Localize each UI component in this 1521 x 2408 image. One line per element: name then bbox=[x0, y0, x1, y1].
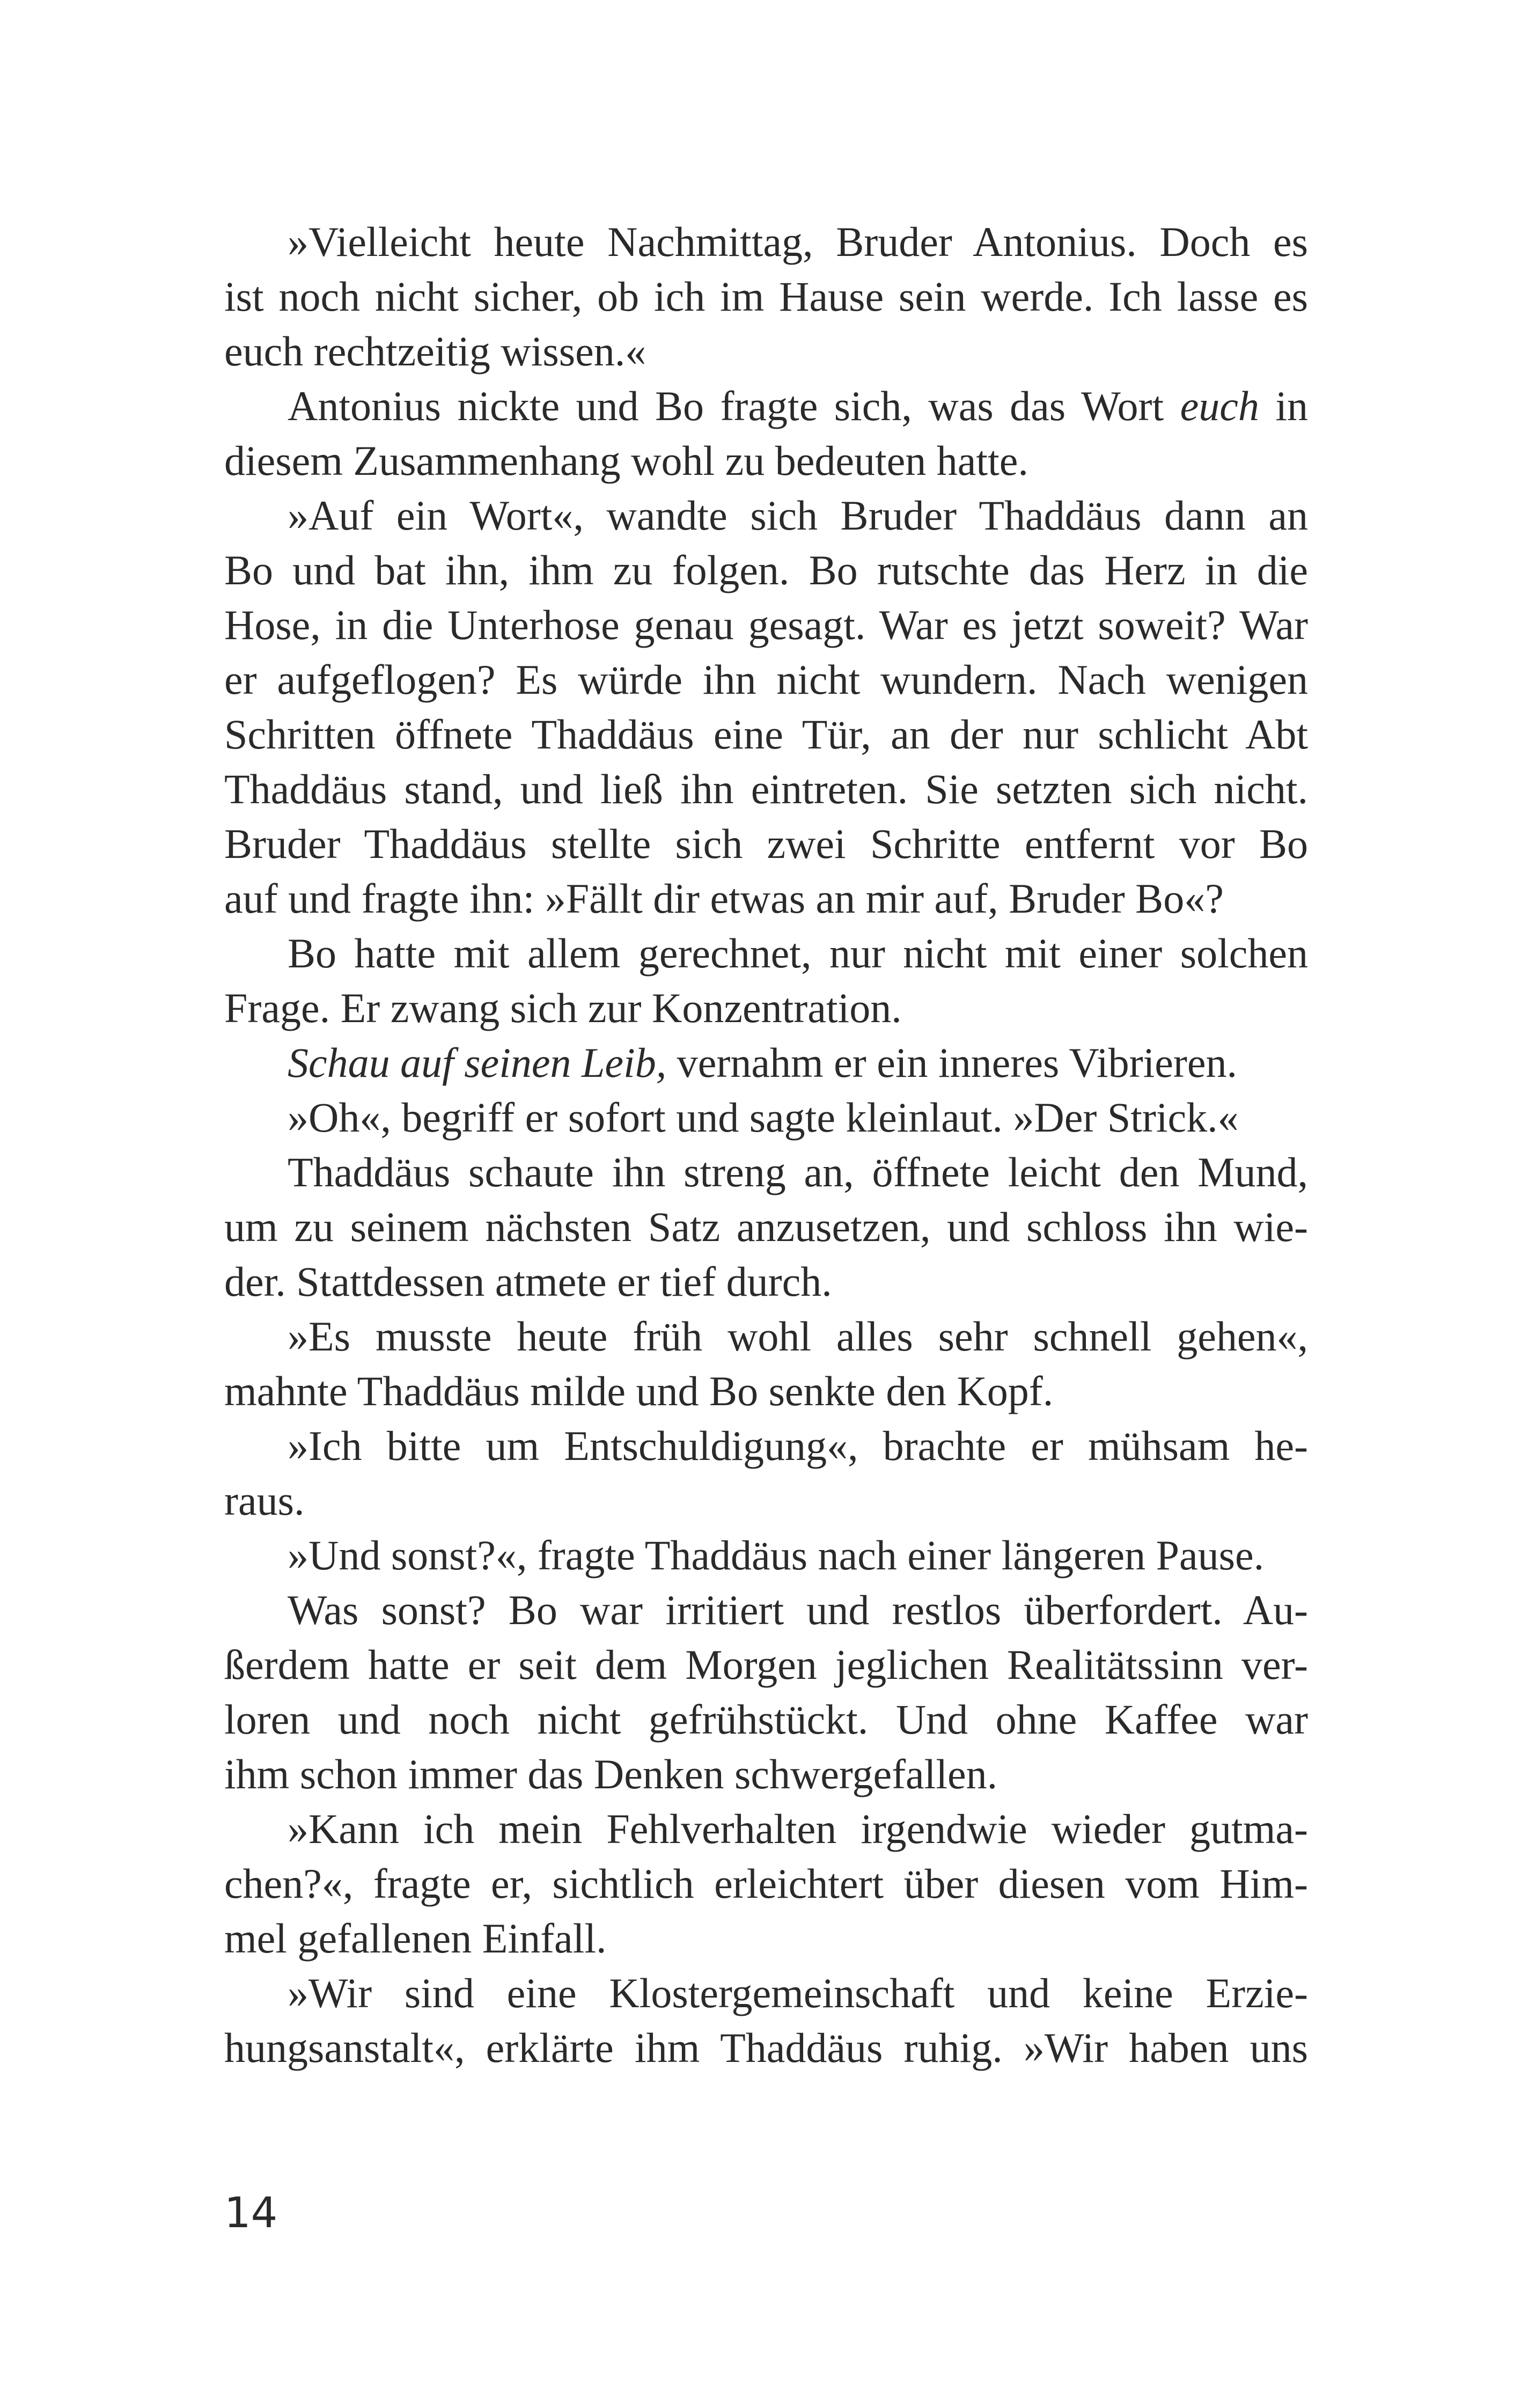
text-line bbox=[224, 1473, 1308, 1528]
text-line bbox=[224, 1966, 1308, 2021]
text-line bbox=[224, 1528, 1308, 1583]
text-line bbox=[224, 2021, 1308, 2075]
line-text: »Und sonst?«, fragte Thaddäus nach einer längeren Pause. bbox=[288, 1532, 1265, 1579]
line-text: ihm schon immer das Denken schwergefallen. bbox=[224, 1751, 998, 1797]
text-line bbox=[224, 1419, 1308, 1473]
line-text: vernahm er ein inneres Vibrieren. bbox=[666, 1039, 1238, 1086]
line-text: mahnte Thaddäus milde und Bo senkte den Kopf. bbox=[224, 1368, 1054, 1414]
line-text: chen?«, fragte er, sichtlich erleichtert über diesen vom Him- bbox=[224, 1860, 1308, 1907]
line-text: Thaddäus schaute ihn streng an, öffnete leicht den Mund, bbox=[288, 1149, 1308, 1195]
text-line bbox=[224, 1692, 1308, 1747]
text-line bbox=[224, 652, 1308, 707]
line-text: »Kann ich mein Fehlverhalten irgendwie wieder gutma- bbox=[288, 1805, 1308, 1852]
text-line bbox=[224, 434, 1308, 488]
line-text: Schritten öffnete Thaddäus eine Tür, an der nur schlicht Abt bbox=[224, 711, 1308, 758]
text-line bbox=[224, 1036, 1308, 1090]
text-line bbox=[224, 1856, 1308, 1911]
line-text: Was sonst? Bo war irritiert und restlos überfordert. Au- bbox=[288, 1587, 1308, 1633]
italic-word: euch bbox=[1180, 383, 1259, 429]
text-line bbox=[224, 1145, 1308, 1200]
text-line bbox=[224, 1747, 1308, 1802]
line-text: um zu seinem nächsten Satz anzusetzen, und schloss ihn wie- bbox=[224, 1203, 1308, 1250]
text-line bbox=[224, 1200, 1308, 1254]
text-line bbox=[224, 379, 1308, 434]
line-text: euch rechtzeitig wissen.« bbox=[224, 328, 646, 375]
line-text: loren und noch nicht gefrühstückt. Und ohne Kaffee war bbox=[224, 1696, 1308, 1743]
text-line bbox=[224, 926, 1308, 981]
line-text: Thaddäus stand, und ließ ihn eintreten. Sie setzten sich nicht. bbox=[224, 766, 1308, 812]
text-line bbox=[224, 215, 1308, 269]
text-line bbox=[224, 598, 1308, 652]
text-line bbox=[224, 1254, 1308, 1309]
text-line bbox=[224, 488, 1308, 543]
line-text: Bo hatte mit allem gerechnet, nur nicht mit einer solchen bbox=[288, 930, 1308, 977]
line-text: »Oh«, begriff er sofort und sagte kleinlaut. »Der Strick.« bbox=[288, 1094, 1239, 1141]
line-text: Frage. Er zwang sich zur Konzentration. bbox=[224, 985, 902, 1031]
line-text: Bruder Thaddäus stellte sich zwei Schritte entfernt vor Bo bbox=[224, 820, 1308, 867]
text-line bbox=[224, 1802, 1308, 1856]
line-text: ist noch nicht sicher, ob ich im Hause sein werde. Ich lasse es bbox=[224, 273, 1308, 320]
text-line bbox=[224, 981, 1308, 1036]
body-text bbox=[224, 215, 1308, 2075]
line-text: auf und fragte ihn: »Fällt dir etwas an mir auf, Bruder Bo«? bbox=[224, 875, 1224, 922]
line-text: in bbox=[1259, 383, 1309, 429]
text-line bbox=[224, 1090, 1308, 1145]
line-text: mel gefallenen Einfall. bbox=[224, 1915, 607, 1962]
line-text: »Es musste heute früh wohl alles sehr schnell gehen«, bbox=[288, 1313, 1308, 1360]
line-text: hungsanstalt«, erklärte ihm Thaddäus ruhig. »Wir haben uns bbox=[224, 2024, 1308, 2071]
line-text: der. Stattdessen atmete er tief durch. bbox=[224, 1258, 832, 1305]
italic-phrase: Schau auf seinen Leib, bbox=[288, 1039, 667, 1086]
line-text: »Vielleicht heute Nachmittag, Bruder Antonius. Doch es bbox=[288, 218, 1308, 265]
text-line bbox=[224, 269, 1308, 324]
text-line bbox=[224, 1364, 1308, 1419]
text-line bbox=[224, 324, 1308, 379]
text-line bbox=[224, 543, 1308, 598]
page-number: 14 bbox=[224, 2189, 278, 2237]
line-text: Bo und bat ihn, ihm zu folgen. Bo rutschte das Herz in die bbox=[224, 547, 1308, 593]
line-text: er aufgeflogen? Es würde ihn nicht wundern. Nach wenigen bbox=[224, 656, 1308, 703]
text-line bbox=[224, 1309, 1308, 1364]
text-line bbox=[224, 762, 1308, 817]
text-line bbox=[224, 871, 1308, 926]
text-line bbox=[224, 1638, 1308, 1692]
line-text: »Auf ein Wort«, wandte sich Bruder Thaddäus dann an bbox=[288, 492, 1308, 539]
text-line bbox=[224, 817, 1308, 871]
line-text: raus. bbox=[224, 1477, 305, 1524]
text-line bbox=[224, 707, 1308, 762]
line-text: »Wir sind eine Klostergemeinschaft und keine Erzie- bbox=[288, 1970, 1308, 2016]
text-line bbox=[224, 1583, 1308, 1638]
line-text: Hose, in die Unterhose genau gesagt. War es jetzt soweit? War bbox=[224, 601, 1308, 648]
line-text: ßerdem hatte er seit dem Morgen jeglichen Realitätssinn ver- bbox=[224, 1641, 1308, 1688]
line-text: »Ich bitte um Entschuldigung«, brachte er mühsam he- bbox=[288, 1422, 1308, 1469]
text-line bbox=[224, 1911, 1308, 1966]
line-text: diesem Zusammenhang wohl zu bedeuten hatte. bbox=[224, 437, 1028, 484]
line-text: Antonius nickte und Bo fragte sich, was das Wort bbox=[288, 383, 1164, 429]
